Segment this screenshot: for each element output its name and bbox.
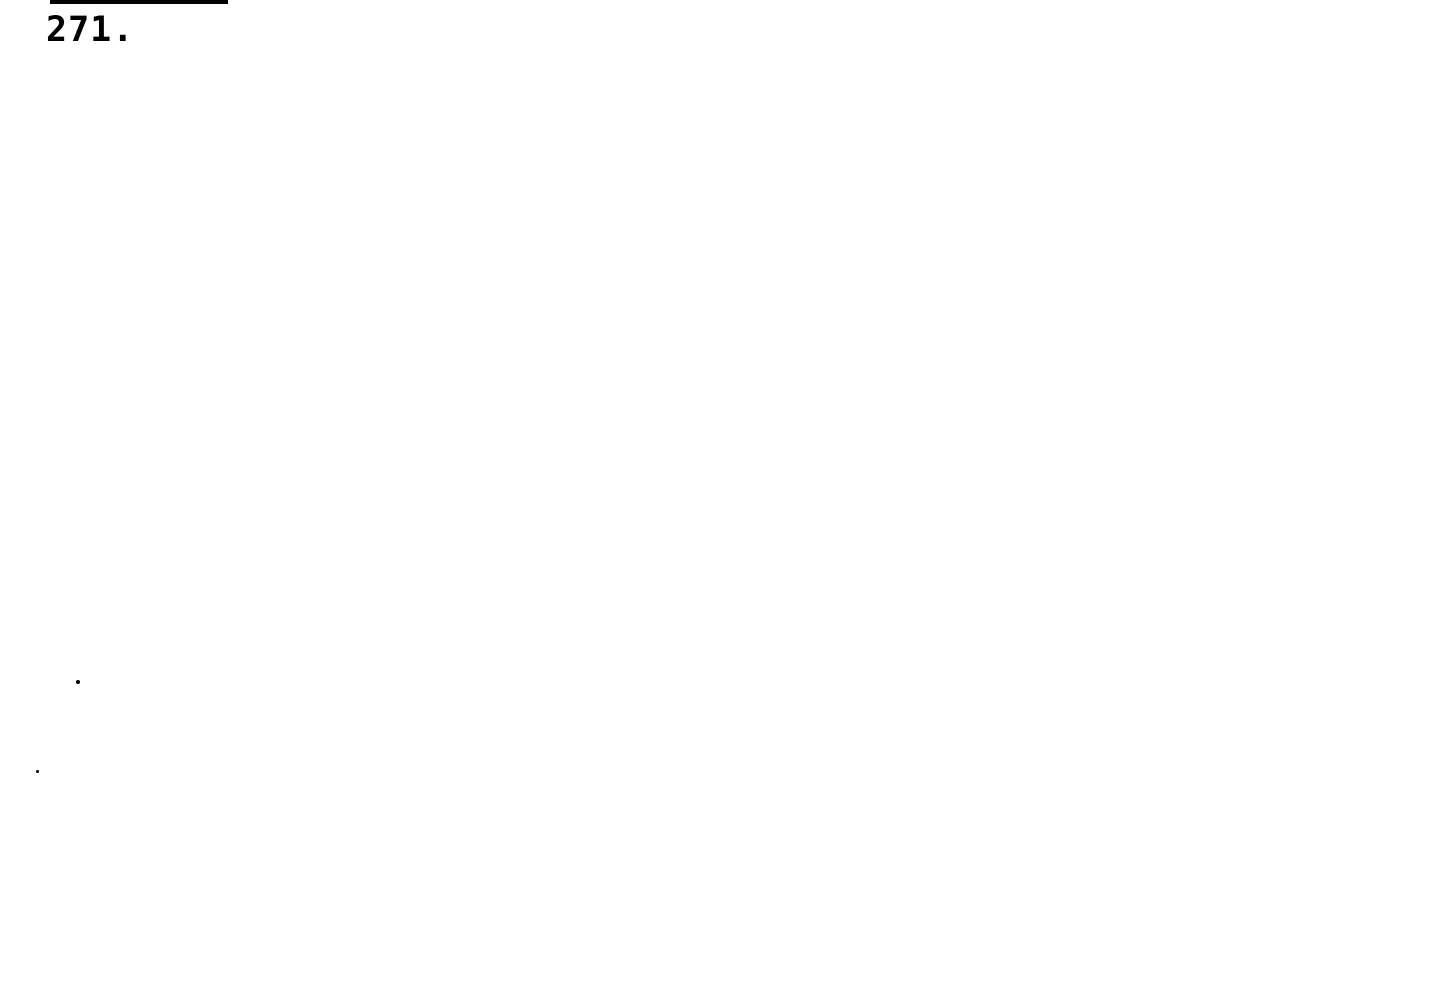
exercise-number: 271. (46, 10, 135, 50)
stray-dot (76, 680, 80, 684)
top-rule (50, 0, 228, 4)
stray-dot (36, 770, 39, 773)
